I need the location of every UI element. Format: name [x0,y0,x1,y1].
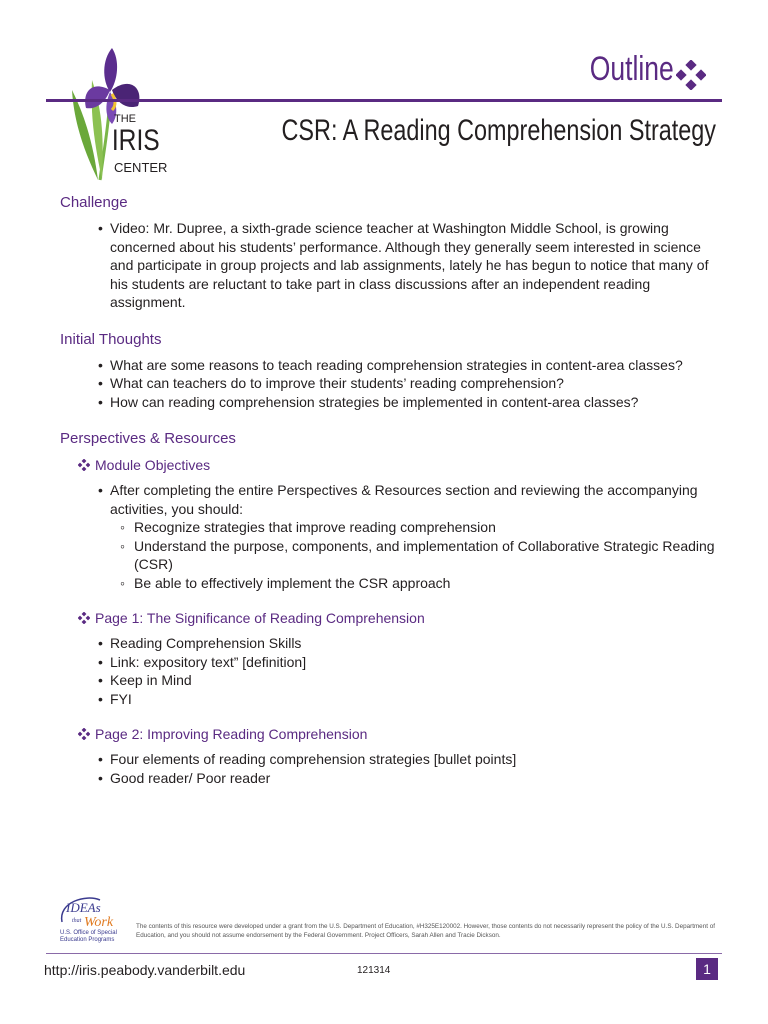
logo-text-center: CENTER [114,160,168,175]
list-item: • Four elements of reading comprehension strategies [bullet points] [60,750,720,769]
section-title-initial-thoughts: Initial Thoughts [60,330,162,348]
funding-disclaimer: The contents of this resource were developed under a grant from the U.S. Department of Education, #H325E120002. However, those contents do not necessarily represent the policy of the U.S. Department of Education, and you should not assume endorsement by the Federal Government. Project Officers, Sarah Allen and Tracie Dickson. [136,923,715,939]
outline-label: Outline [589,50,674,88]
document-title: CSR: A Reading Comprehension Strategy [281,114,716,147]
module-objectives [60,455,720,592]
page-2-block [60,724,720,787]
list-item: • How can reading comprehension strategies be implemented in content-area classes? [60,393,720,412]
ideas-logo-text-work: Work [84,915,114,930]
section-title-perspectives: Perspectives & Resources [60,430,236,447]
logo-text-iris: IRIS [111,122,160,157]
list-item-text: After completing the entire Perspectives & Resources section and reviewing the accompanying activities, you should: [110,482,698,517]
initial-thoughts-list [60,356,720,412]
sublist-item: ◦ Understand the purpose, components, and implementation of Collaborative Strategic Reading (CSR) [110,537,720,574]
ideas-logo-text-ideas: IDEAs [66,900,101,915]
list-item: • FYI [60,690,720,709]
sublist-item: ◦ Be able to effectively implement the CSR approach [110,574,720,593]
ideas-logo-text-that: that [72,918,82,924]
page-1-list [60,634,720,708]
logo-text-the: THE [114,113,136,125]
list-item: • Keep in Mind [60,671,720,690]
module-objectives-title [78,455,720,475]
section-initial-thoughts [60,330,720,412]
challenge-list [60,219,720,312]
section-challenge [60,193,720,312]
sublist-item: ◦ Recognize strategies that improve reading comprehension [110,518,720,537]
page-number-badge: 1 [696,958,718,980]
module-objectives-label: Module Objectives [95,457,211,473]
list-item: • What can teachers do to improve their students’ reading comprehension? [60,374,720,393]
list-item: • Reading Comprehension Skills [60,634,720,653]
section-title-challenge: Challenge [60,194,128,211]
outline-content [60,193,720,805]
four-diamond-icon [78,612,90,624]
section-perspectives [60,429,720,787]
page-2-label: Page 2: Improving Reading Comprehension [95,726,368,742]
footer-url-link[interactable]: http://iris.peabody.vanderbilt.edu [44,962,246,978]
page-1-block [60,608,720,708]
footer-rule [46,953,722,954]
four-diamond-icon [78,728,90,740]
iris-center-logo [52,40,182,185]
module-objectives-list [60,481,720,592]
list-item: • Link: expository text” [definition] [60,653,720,672]
list-item: • Video: Mr. Dupree, a sixth-grade science teacher at Washington Middle School, is growing concerned about his students’ performance. Although they generally seem interested in science and participate in group projects and lab assignments, lately he has begun to notice that many of his students are reluctant to take part in class discussions after an independent reading assignment. [60,219,720,312]
four-diamond-icon [78,459,90,471]
list-item [60,481,720,592]
footer-document-code: 121314 [357,965,391,976]
objectives-sublist [110,518,720,592]
page-2-title [78,724,720,744]
four-diamond-icon [676,60,706,90]
list-item: • What are some reasons to teach reading comprehension strategies in content-area classes? [60,356,720,375]
list-item: • Good reader/ Poor reader [60,769,720,788]
page-1-title [78,608,720,628]
ideas-caption: U.S. Office of Special Education Programs [60,930,117,943]
header-rule [46,99,722,102]
page-1-label: Page 1: The Significance of Reading Comprehension [95,610,425,626]
page-2-list [60,750,720,787]
